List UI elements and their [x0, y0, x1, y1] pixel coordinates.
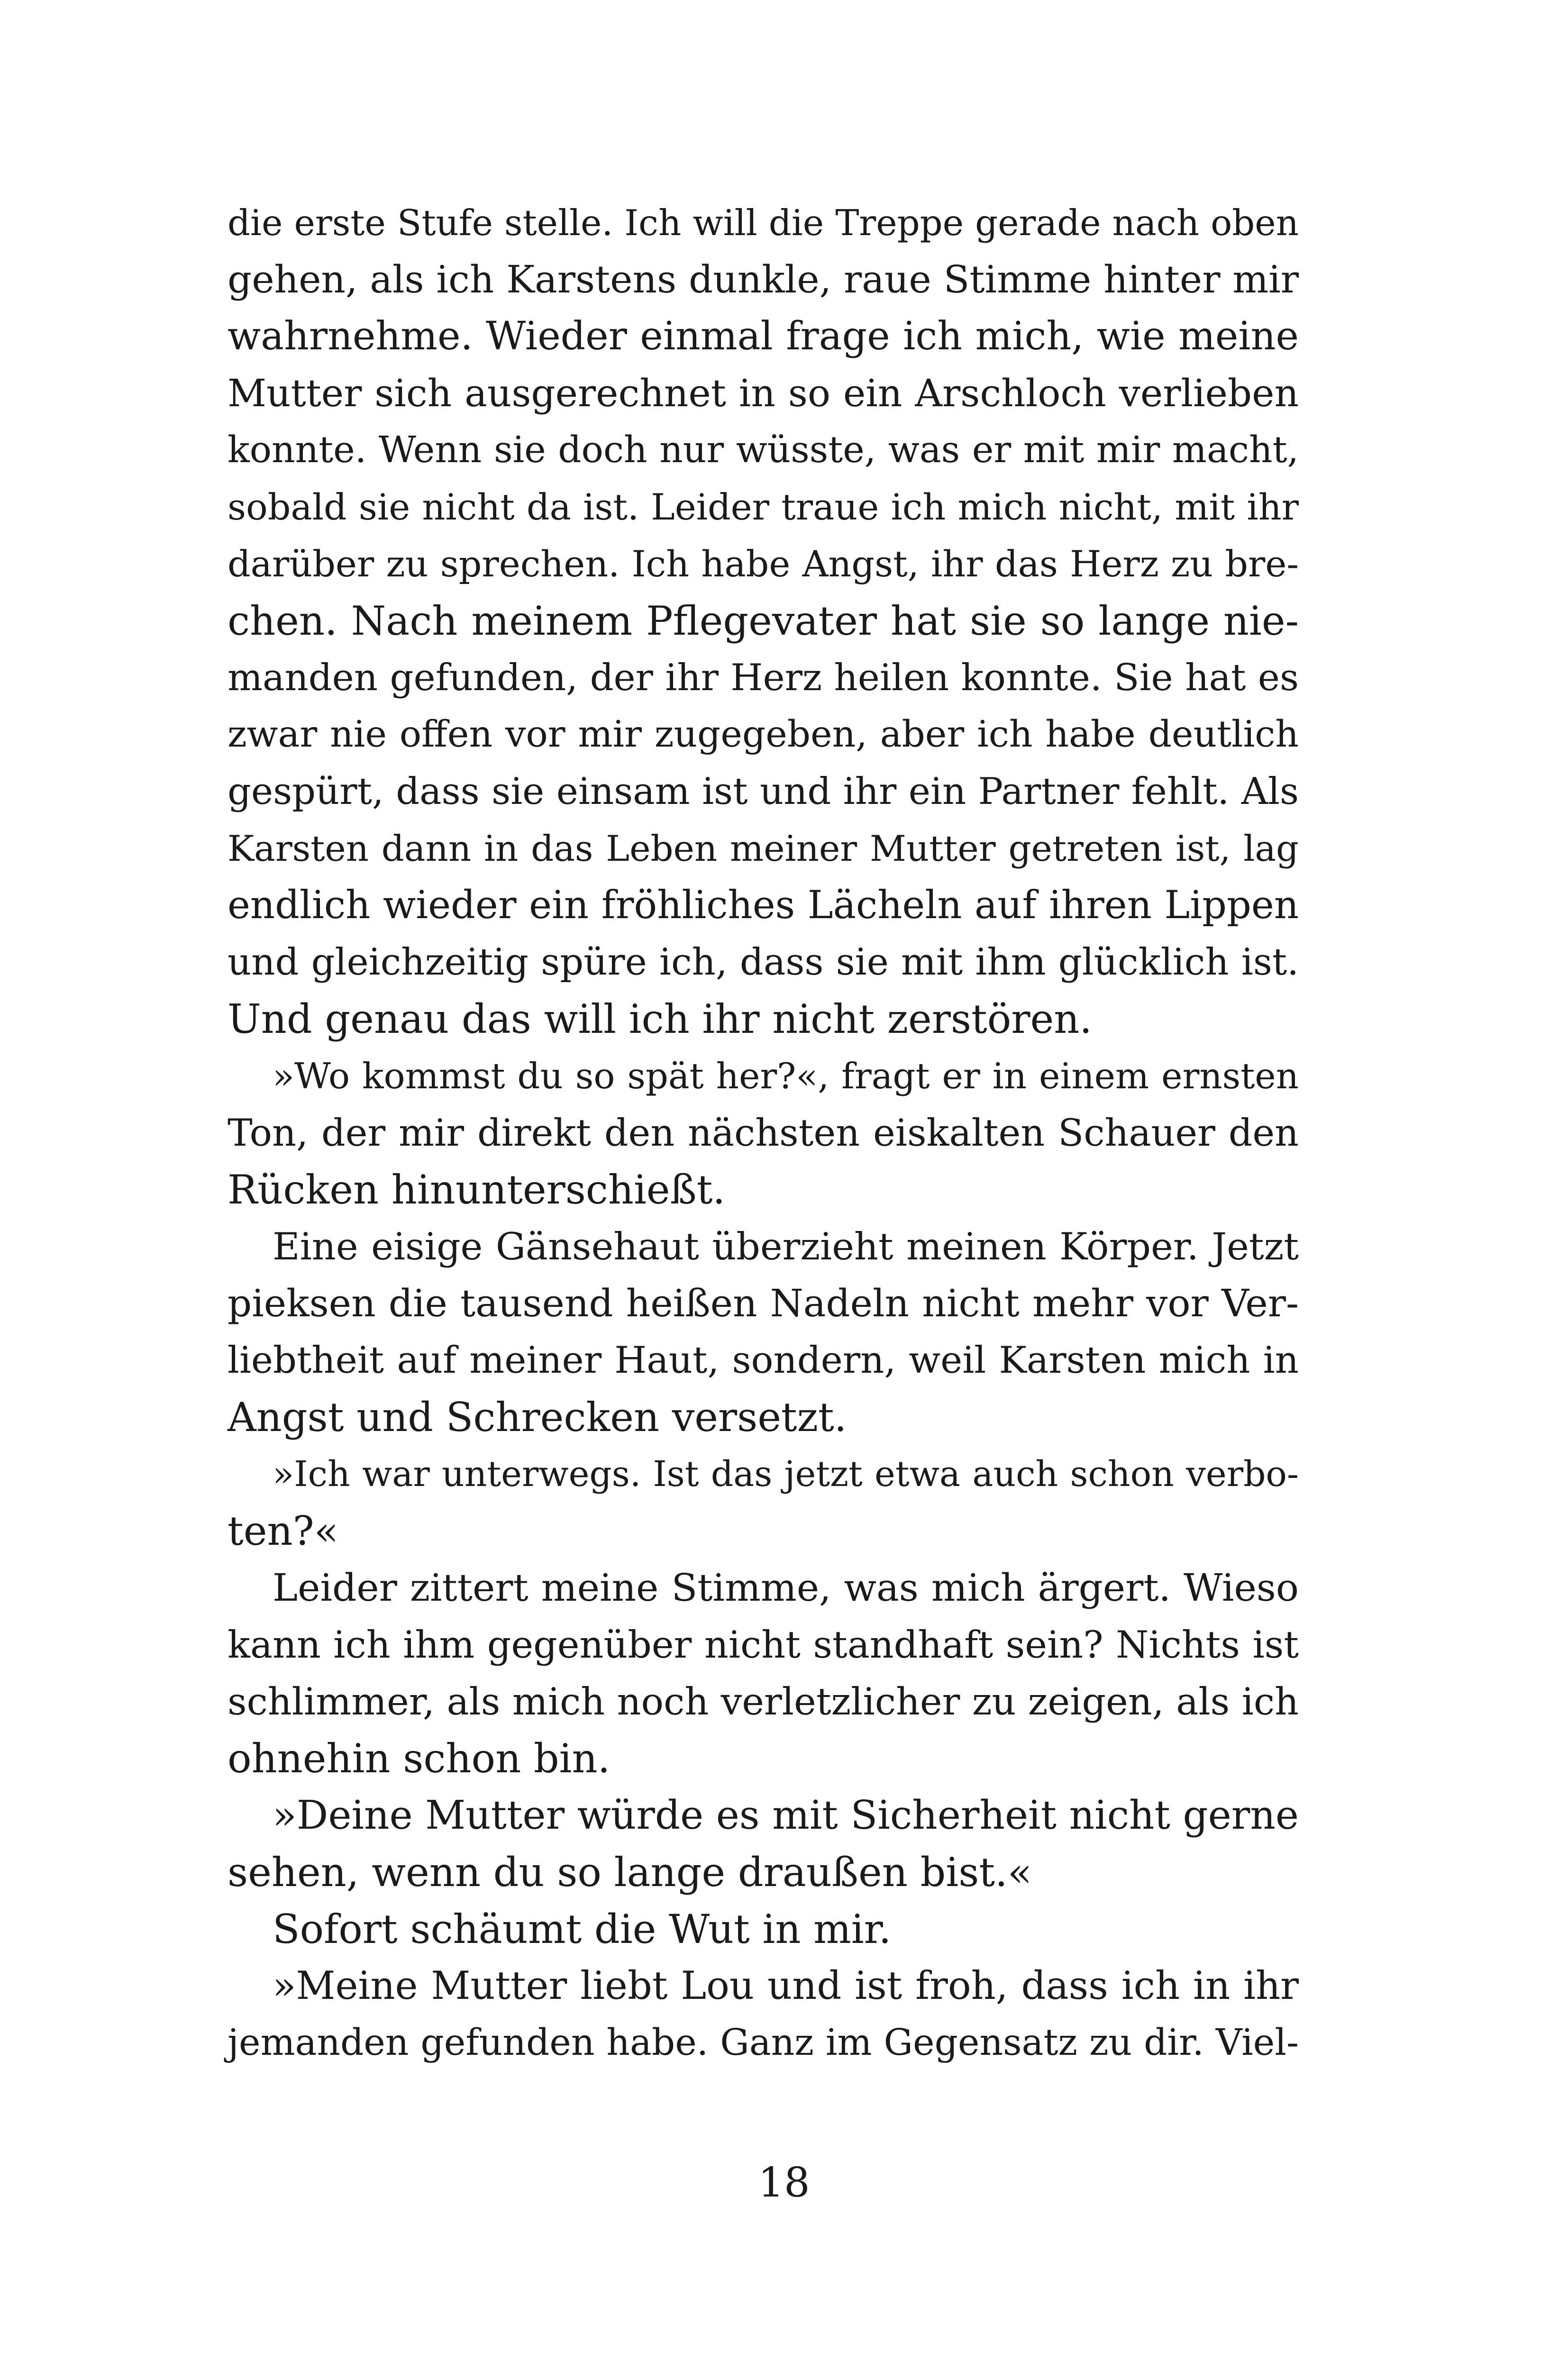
text-line: Rücken hinunterschießt. [228, 1167, 726, 1213]
text-line: sobald sie nicht da ist. Leider traue ich mich nicht, mit ihr [228, 486, 1299, 528]
text-line: Angst und Schrecken versetzt. [228, 1394, 847, 1440]
text-line: Mutter sich ausgerechnet in so ein Arschloch verlieben [228, 371, 1299, 415]
text-line: darüber zu sprechen. Ich habe Angst, ihr das Herz zu bre- [228, 543, 1299, 585]
text-line: endlich wieder ein fröhliches Lächeln auf ihren Lippen [228, 883, 1299, 928]
text-line: kann ich ihm gegenüber nicht standhaft sein? Nichts ist [228, 1623, 1299, 1667]
text-line: liebtheit auf meiner Haut, sondern, weil Karsten mich in [228, 1339, 1299, 1382]
text-line: gespürt, dass sie einsam ist und ihr ein Partner fehlt. Als [228, 770, 1299, 813]
text-line: sehen, wenn du so lange draußen bist.« [228, 1849, 1032, 1896]
text-line: die erste Stufe stelle. Ich will die Treppe gerade nach oben [228, 202, 1299, 244]
text-line: Karsten dann in das Leben meiner Mutter getreten ist, lag [228, 828, 1299, 869]
text-line: ten?« [228, 1508, 338, 1554]
text-line: schlimmer, als mich noch verletzlicher zu zeigen, als ich [228, 1680, 1299, 1723]
text-line: pieksen die tausend heißen Nadeln nicht mehr vor Ver- [228, 1281, 1299, 1325]
text-line: chen. Nach meinem Pflegevater hat sie so lange nie- [228, 598, 1299, 644]
text-line: konnte. Wenn sie doch nur wüsste, was er mit mir macht, [228, 429, 1299, 471]
text-line: Und genau das will ich ihr nicht zerstören. [228, 996, 1093, 1042]
text-line: Ton, der mir direkt den nächsten eiskalten Schauer den [228, 1111, 1299, 1155]
text-line: wahrnehme. Wieder einmal frage ich mich, wie meine [228, 314, 1299, 359]
text-line: gehen, als ich Karstens dunkle, raue Stimme hinter mir [228, 257, 1299, 301]
text-line: »Meine Mutter liebt Lou und ist froh, dass ich in ihr [273, 1964, 1299, 2008]
page-number: 18 [758, 2159, 810, 2206]
text-line: ohnehin schon bin. [228, 1735, 611, 1782]
body-text [228, 194, 1299, 2071]
text-line: Eine eisige Gänsehaut überzieht meinen Körper. Jetzt [273, 1225, 1299, 1268]
text-line: »Wo kommst du so spät her?«, fragt er in einem ernsten [273, 1055, 1299, 1097]
text-line: und gleichzeitig spüre ich, dass sie mit ihm glücklich ist. [228, 941, 1299, 984]
text-line: »Deine Mutter würde es mit Sicherheit nicht gerne [273, 1792, 1299, 1838]
text-line: Leider zittert meine Stimme, was mich ärgert. Wieso [273, 1566, 1299, 1610]
text-line: »Ich war unterwegs. Ist das jetzt etwa auch schon verbo- [273, 1454, 1299, 1495]
text-line: zwar nie offen vor mir zugegeben, aber ich habe deutlich [228, 713, 1299, 756]
text-line: manden gefunden, der ihr Herz heilen konnte. Sie hat es [228, 656, 1299, 699]
text-line: jemanden gefunden habe. Ganz im Gegensatz zu dir. Viel- [228, 2022, 1299, 2064]
text-line: Sofort schäumt die Wut in mir. [273, 1906, 892, 1952]
